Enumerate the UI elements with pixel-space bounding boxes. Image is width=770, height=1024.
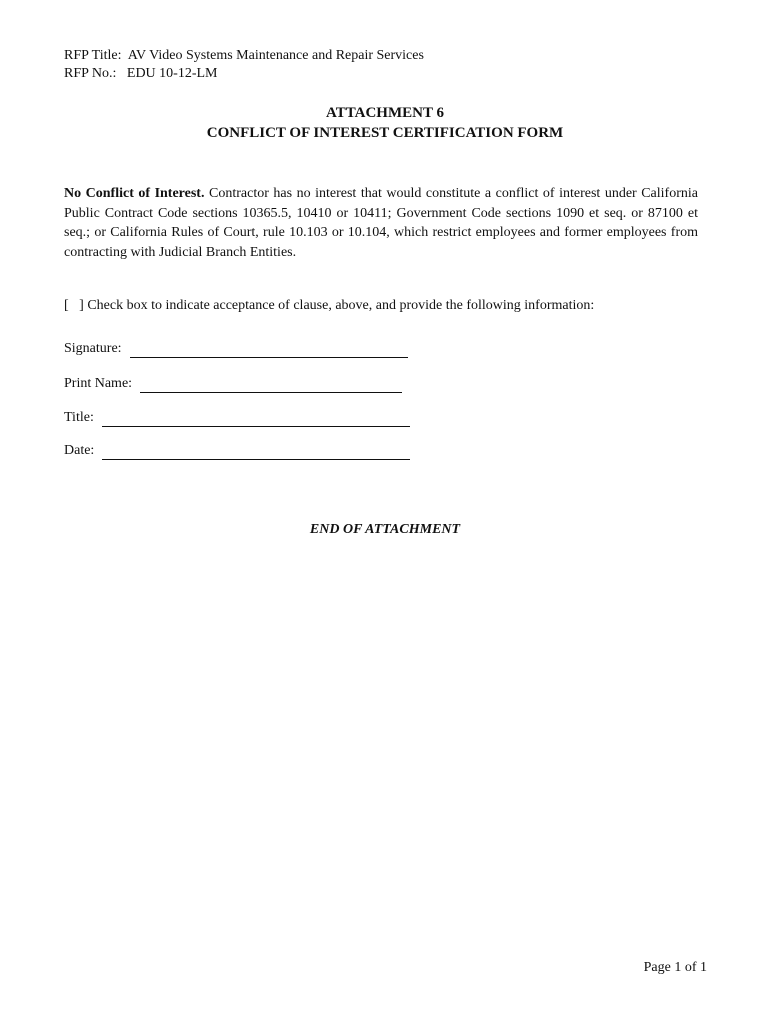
rfp-title-value: AV Video Systems Maintenance and Repair Services	[127, 48, 424, 63]
signature-line[interactable]	[130, 343, 408, 358]
acceptance-text: Check box to indicate acceptance of clause, above, and provide the following information:	[87, 298, 595, 313]
print-name-label: Print Name:	[64, 376, 133, 391]
rfp-number-row	[64, 65, 424, 83]
rfp-number-value: EDU 10-12-LM	[126, 66, 218, 81]
conflict-clause	[64, 184, 698, 262]
print-name-line[interactable]	[140, 378, 402, 393]
print-name-field	[64, 375, 402, 393]
clause-heading: No Conflict of Interest.	[64, 186, 205, 201]
date-label: Date:	[64, 443, 95, 458]
date-line[interactable]	[102, 445, 410, 460]
end-of-attachment: END OF ATTACHMENT	[309, 522, 461, 537]
rfp-number-label: RFP No.:	[64, 66, 117, 81]
date-field	[64, 442, 410, 460]
rfp-title-row	[64, 47, 424, 65]
signature-field	[64, 340, 408, 358]
form-title: CONFLICT OF INTEREST CERTIFICATION FORM	[206, 125, 564, 141]
acceptance-checkbox[interactable]: [ ]	[64, 298, 84, 313]
signature-label: Signature:	[64, 341, 122, 356]
rfp-header	[64, 47, 424, 83]
title-label: Title:	[64, 410, 94, 425]
title-line[interactable]	[102, 412, 410, 427]
attachment-title	[0, 103, 770, 143]
acceptance-line	[64, 297, 594, 315]
title-field	[64, 409, 410, 427]
attachment-number: ATTACHMENT 6	[326, 105, 444, 121]
rfp-title-label: RFP Title:	[64, 48, 122, 63]
clause-body: Contractor has no interest that would constitute a conflict of interest under California Public Contract Code sections 10365.5, 10410 or 10411; Government Code sections 1090 et seq. or 87100 et seq.; or California Rules of Court, rule 10.103 or 10.104, which restrict employees and former employees from contracting with Judicial Branch Entities.	[64, 186, 698, 260]
page-number: Page 1 of 1	[643, 960, 707, 975]
